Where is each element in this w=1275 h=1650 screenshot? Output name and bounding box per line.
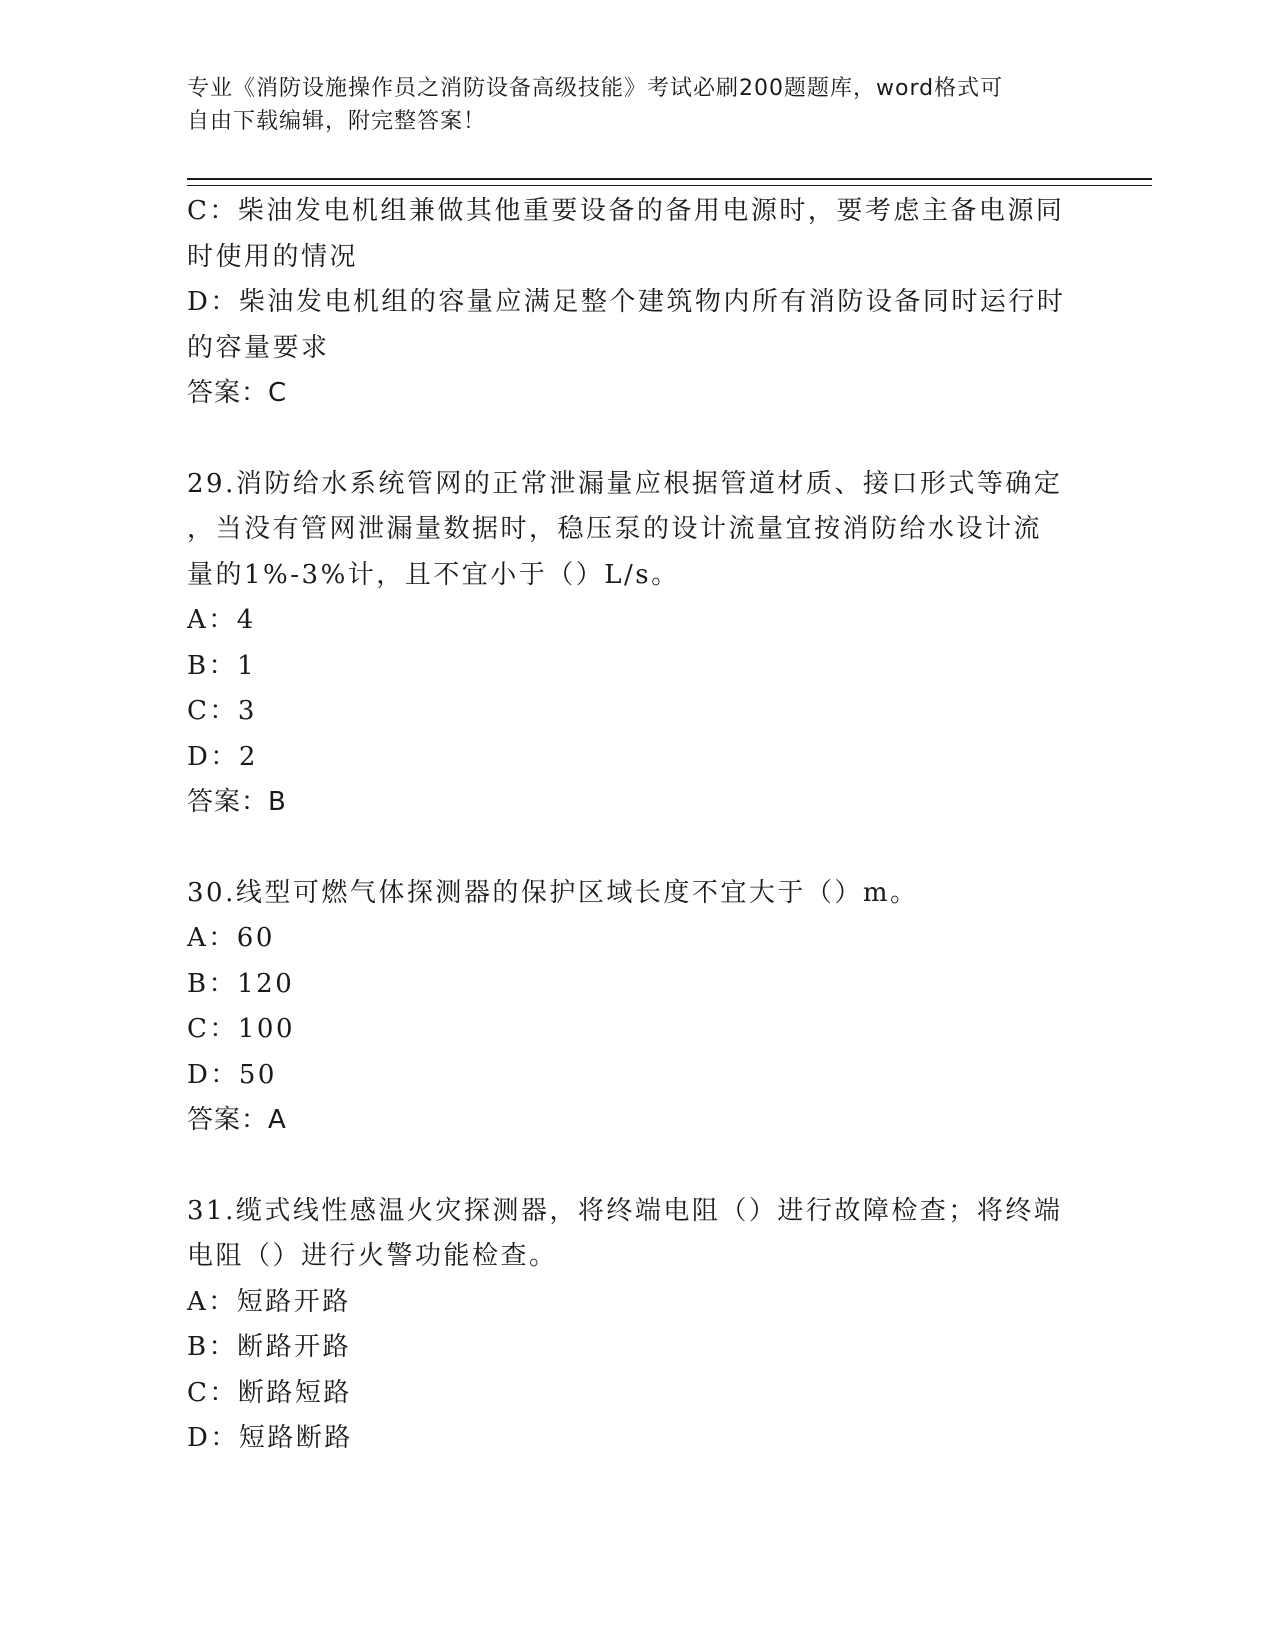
header-divider (187, 178, 1152, 186)
question-30 (187, 871, 1077, 1144)
answer: 答案：A (187, 1105, 287, 1135)
question-content (187, 189, 1077, 1462)
answer: 答案：C (187, 378, 288, 408)
option-c: C：3 (187, 696, 257, 726)
spacer (187, 1144, 1077, 1189)
question-stem: 31.缆式线性感温火灾探测器，将终端电阻（）进行故障检查；将终端 (187, 1195, 1063, 1226)
spacer (187, 826, 1077, 871)
question-29 (187, 462, 1077, 826)
option-d: D：50 (187, 1059, 277, 1090)
question-stem: 30.线型可燃气体探测器的保护区域长度不宜大于（）m。 (187, 877, 919, 908)
question-stem: 29.消防给水系统管网的正常泄漏量应根据管道材质、接口形式等确定 (187, 468, 1063, 499)
option-d-continued: 的容量要求 (187, 332, 330, 363)
question-stem-continued: ，当没有管网泄漏量数据时，稳压泵的设计流量宜按消防给水设计流 (187, 514, 1043, 544)
document-header (187, 72, 1067, 138)
spacer (187, 417, 1077, 462)
question-stem-continued: 量的1%-3%计，且不宜小于（）L/s。 (187, 559, 680, 590)
option-a: A：4 (187, 605, 256, 635)
header-line-1: 专业《消防设施操作员之消防设备高级技能》考试必刷200题题库，word格式可 (187, 76, 1004, 101)
option-d: D：短路断路 (187, 1423, 353, 1453)
option-d: D：2 (187, 741, 258, 772)
option-c-continued: 时使用的情况 (187, 241, 359, 272)
option-b: B：断路开路 (187, 1332, 352, 1362)
prev-question-block (187, 189, 1077, 417)
question-31 (187, 1189, 1077, 1462)
option-c: C：断路短路 (187, 1377, 352, 1408)
option-b: B：120 (187, 968, 295, 999)
option-b: B：1 (187, 650, 257, 681)
option-a: A：短路开路 (187, 1286, 351, 1317)
option-a: A：60 (187, 923, 275, 953)
option-c: C：柴油发电机组兼做其他重要设备的备用电源时，要考虑主备电源同 (187, 196, 1065, 226)
header-line-2: 自由下载编辑，附完整答案！ (187, 109, 487, 134)
option-c: C：100 (187, 1014, 296, 1044)
option-d: D：柴油发电机组的容量应满足整个建筑物内所有消防设备同时运行时 (187, 287, 1066, 317)
question-stem-continued: 电阻（）进行火警功能检查。 (187, 1241, 558, 1271)
answer: 答案：B (187, 787, 287, 817)
